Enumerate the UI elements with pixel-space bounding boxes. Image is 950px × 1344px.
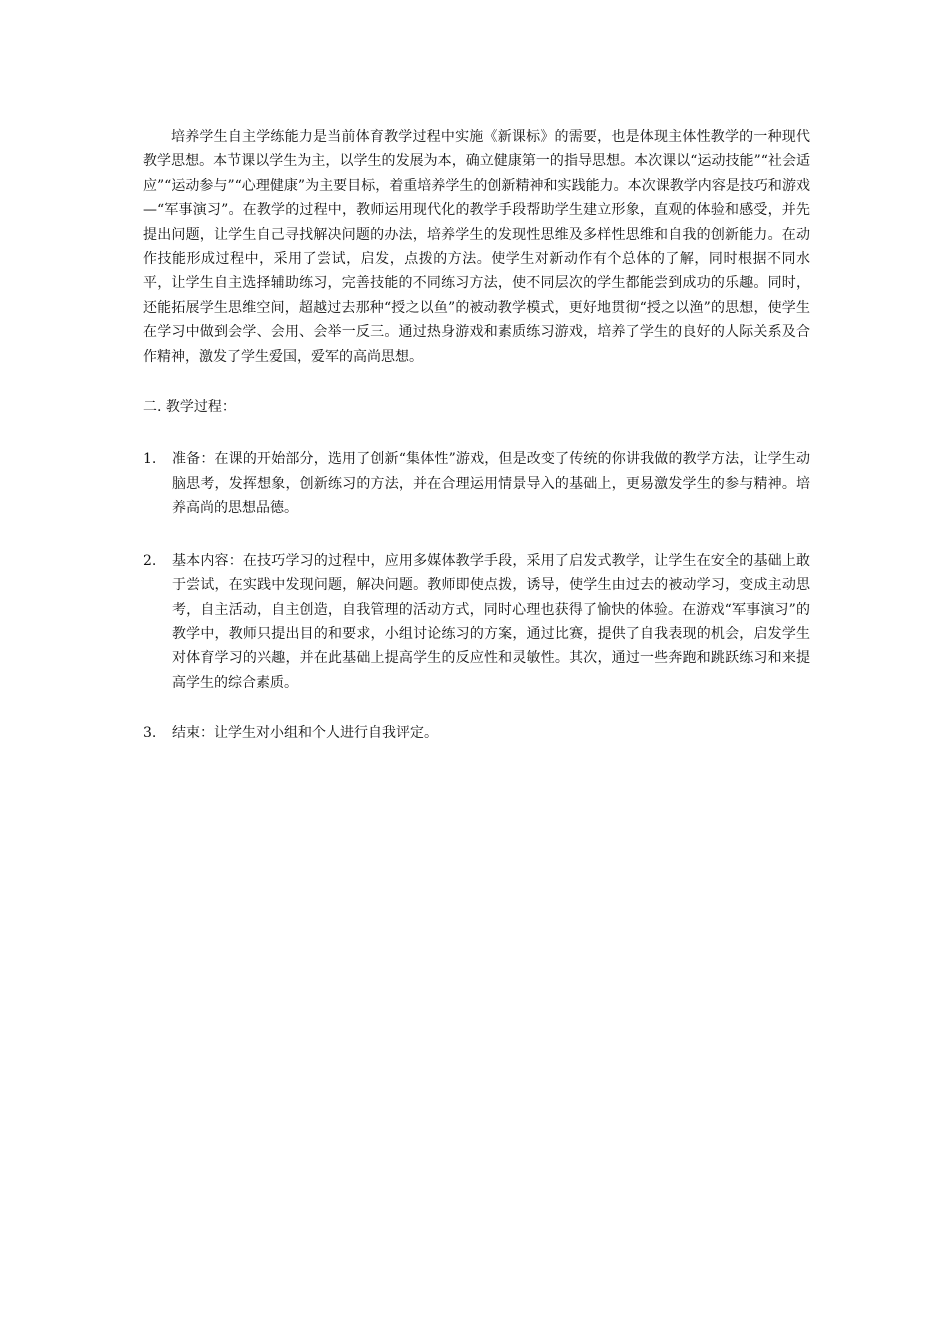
list-item-text: 结束：让学生对小组和个人进行自我评定。 bbox=[172, 725, 438, 742]
list-item-text: 基本内容：在技巧学习的过程中，应用多媒体教学手段，采用了启发式教学，让学生在安全的基础上敢于尝试，在实践中发现问题，解决问题。教师即使点拨，诱导，使学生由过去的被动学习，变成主动思考，自主活动，自主创造，自我管理的活动方式，同时心理也获得了愉快的体验。在游戏“军事演习”的教学中，教师只提出目的和要求，小组讨论练习的方案，通过比赛，提供了自我表现的机会，启发学生对体育学习的兴趣，并在此基础上提高学生的反应性和灵敏性。其次，通过一些奔跑和跳跃练习和来提高学生的综合素质。 bbox=[172, 552, 810, 691]
list-item-number: 2. bbox=[143, 552, 157, 569]
list-item-text: 准备：在课的开始部分，选用了创新“集体性”游戏，但是改变了传统的你讲我做的教学方法，让学生动脑思考，发挥想象，创新练习的方法，并在合理运用情景导入的基础上，更易激发学生的参与精神。培养高尚的思想品德。 bbox=[172, 451, 810, 517]
document-body bbox=[143, 125, 810, 746]
list-item-preparation bbox=[143, 447, 810, 520]
section-heading-teaching-process: 二. 教学过程： bbox=[143, 399, 236, 416]
intro-paragraph: 培养学生自主学练能力是当前体育教学过程中实施《新课标》的需要，也是体现主体性教学的一种现代教学思想。本节课以学生为主，以学生的发展为本，确立健康第一的指导思想。本次课以“运动技能”“社会适应”“运动参与”“心理健康”为主要目标，着重培养学生的创新精神和实践能力。本次课教学内容是技巧和游戏—“军事演习”。在教学的过程中，教师运用现代化的教学手段帮助学生建立形象，直观的体验和感受，并先提出问题，让学生自己寻找解决问题的办法，培养学生的发现性思维及多样性思维和自我的创新能力。在动作技能形成过程中，采用了尝试，启发，点拨的方法。使学生对新动作有个总体的了解，同时根据不同水平，让学生自主选择辅助练习，完善技能的不同练习方法，使不同层次的学生都能尝到成功的乐趣。同时，还能拓展学生思维空间，超越过去那种“授之以鱼”的被动教学模式，更好地贯彻“授之以渔”的思想，使学生在学习中做到会学、会用、会举一反三。通过热身游戏和素质练习游戏，培养了学生的良好的人际关系及合作精神，激发了学生爱国，爱军的高尚思想。 bbox=[143, 129, 810, 365]
list-item-number: 1. bbox=[143, 451, 157, 468]
list-item-ending bbox=[143, 721, 810, 745]
list-item-number: 3. bbox=[143, 725, 157, 742]
list-item-basic-content bbox=[143, 549, 810, 695]
